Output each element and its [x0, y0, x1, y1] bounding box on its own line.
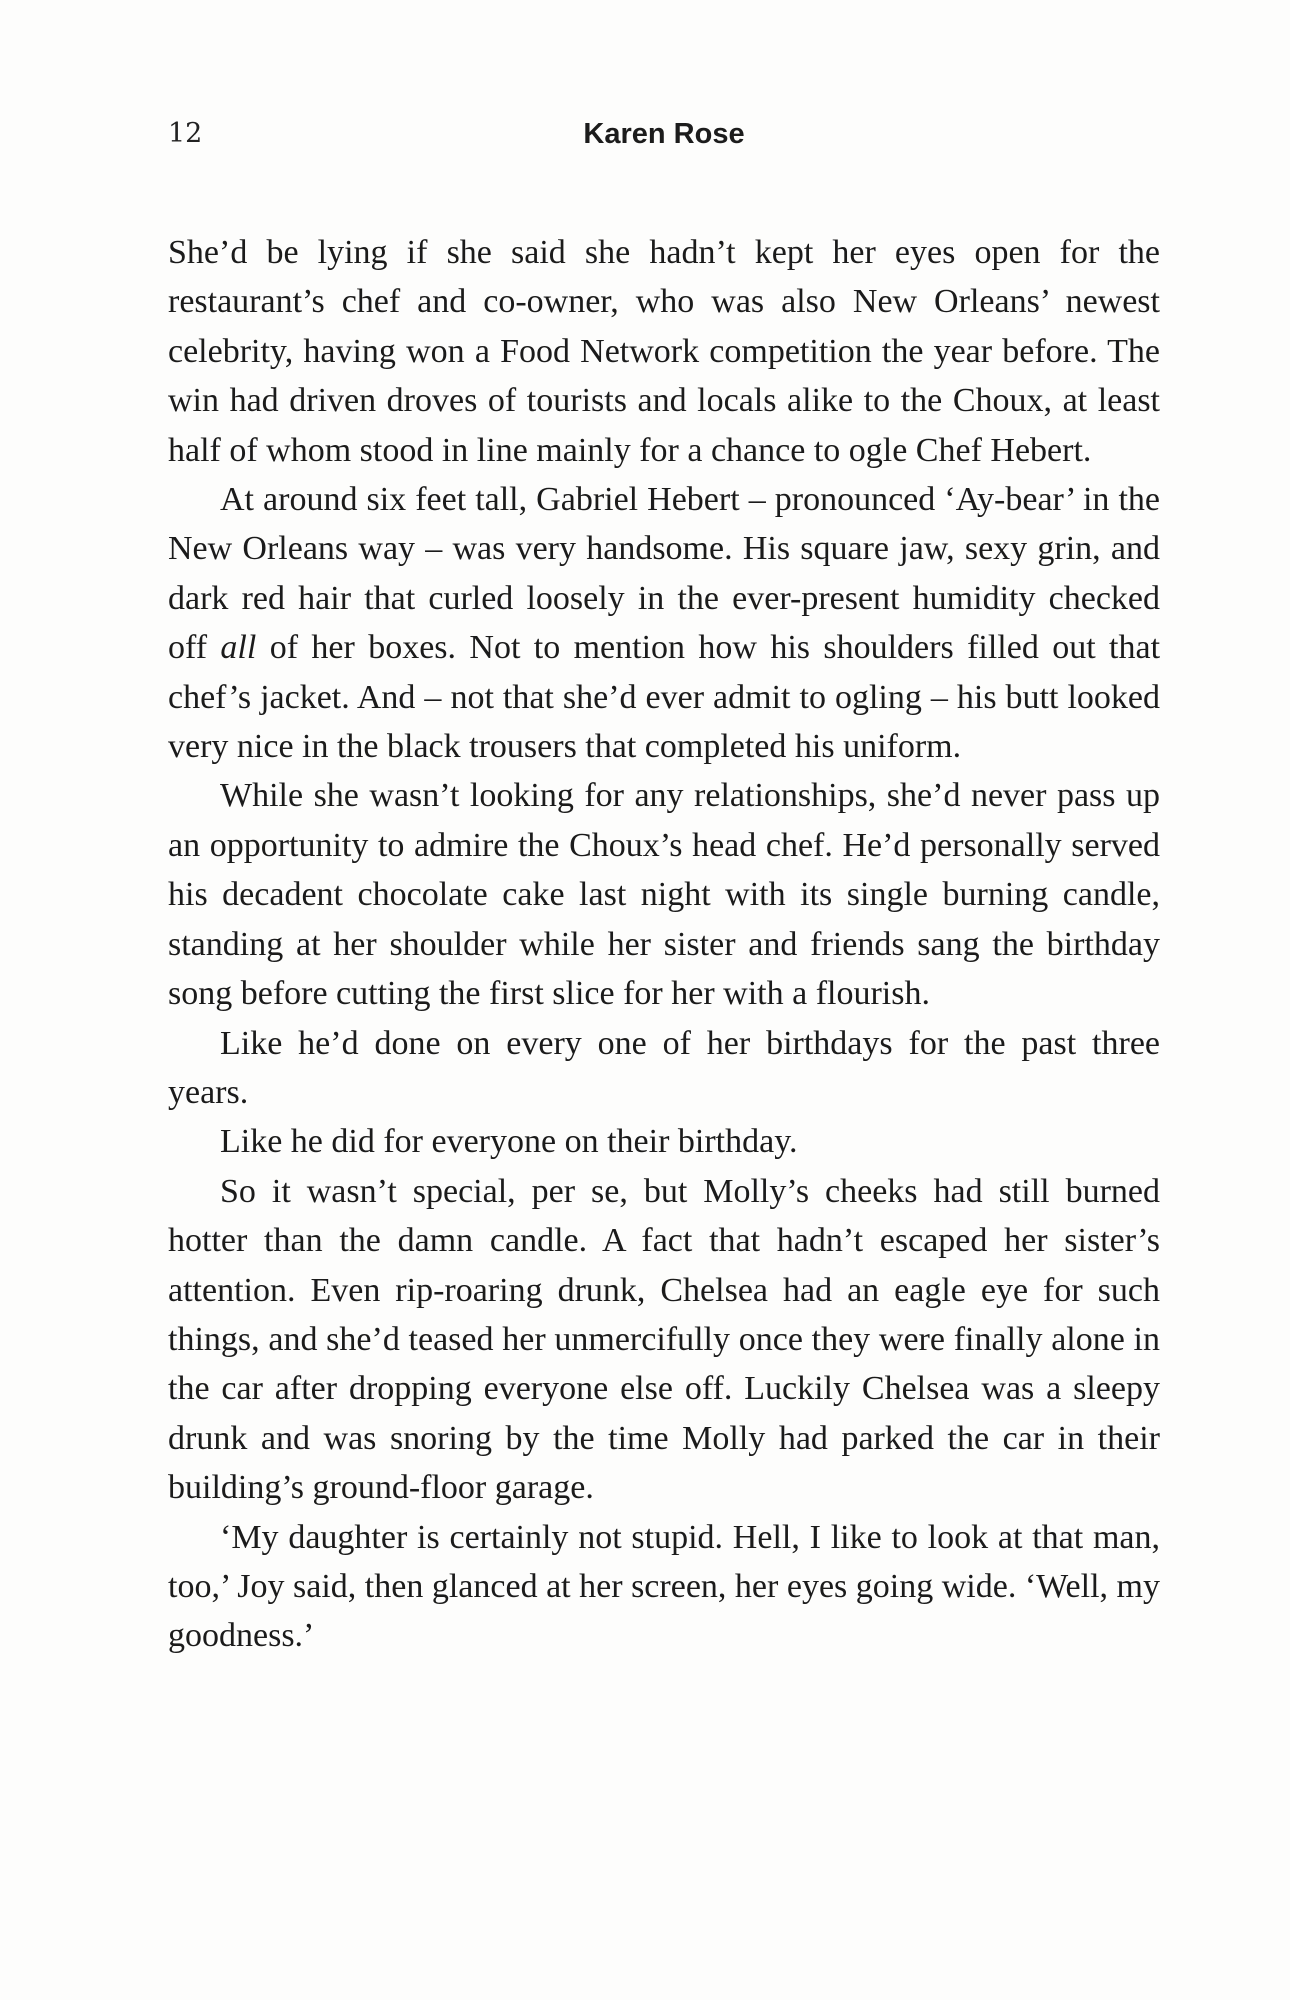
body-text — [168, 228, 1160, 1661]
paragraph-5: Like he did for everyone on their birthday. — [220, 1123, 798, 1161]
paragraph-3: While she wasn’t looking for any relationships, she’d never pass up an opportunity to admire the Choux’s head chef. He’d personally served his decadent chocolate cake last night with its single burning candle, standing at her shoulder while her sister and friends sang the birthday song before cutting the first slice for her with a flourish. — [168, 777, 1160, 1013]
running-head-author: Karen Rose — [583, 118, 745, 150]
paragraph-2-part-a: At around six feet tall, Gabriel Hebert – pronounced ‘Ay-bear’ in the New Orleans way – was very handsome. His square jaw, sexy grin, and dark red hair that curled loosely in the ever-present humidity checked off — [168, 481, 1160, 667]
paragraph-2-part-b: of her boxes. Not to mention how his shoulders filled out that chef’s jacket. And – not that she’d ever admit to ogling – his butt looked very nice in the black trousers that completed his uniform. — [168, 629, 1161, 766]
paragraph-2-emphasis: all — [220, 629, 257, 667]
page-header — [168, 118, 1160, 162]
paragraph-7: ‘My daughter is certainly not stupid. Hell, I like to look at that man, too,’ Joy said, then glanced at her screen, her eyes going wide. ‘Well, my goodness.’ — [168, 1518, 1160, 1655]
page-number: 12 — [168, 118, 203, 149]
paragraph-2 — [168, 475, 1160, 771]
paragraph-1: She’d be lying if she said she hadn’t kept her eyes open for the restaurant’s chef and co-owner, who was also New Orleans’ newest celebrity, having won a Food Network competition the year before. The win had driven droves of tourists and locals alike to the Choux, at least half of whom stood in line mainly for a chance to ogle Chef Hebert. — [168, 234, 1160, 469]
paragraph-4: Like he’d done on every one of her birthdays for the past three years. — [168, 1024, 1160, 1111]
paragraph-6: So it wasn’t special, per se, but Molly’s cheeks had still burned hotter than the damn candle. A fact that hadn’t escaped her sister’s attention. Even rip-roaring drunk, Chelsea had an eagle eye for such things, and she’d teased her unmercifully once they were finally alone in the car after dropping everyone else off. Luckily Chelsea was a sleepy drunk and was snoring by the time Molly had parked the car in their building’s ground-floor garage. — [168, 1172, 1160, 1507]
